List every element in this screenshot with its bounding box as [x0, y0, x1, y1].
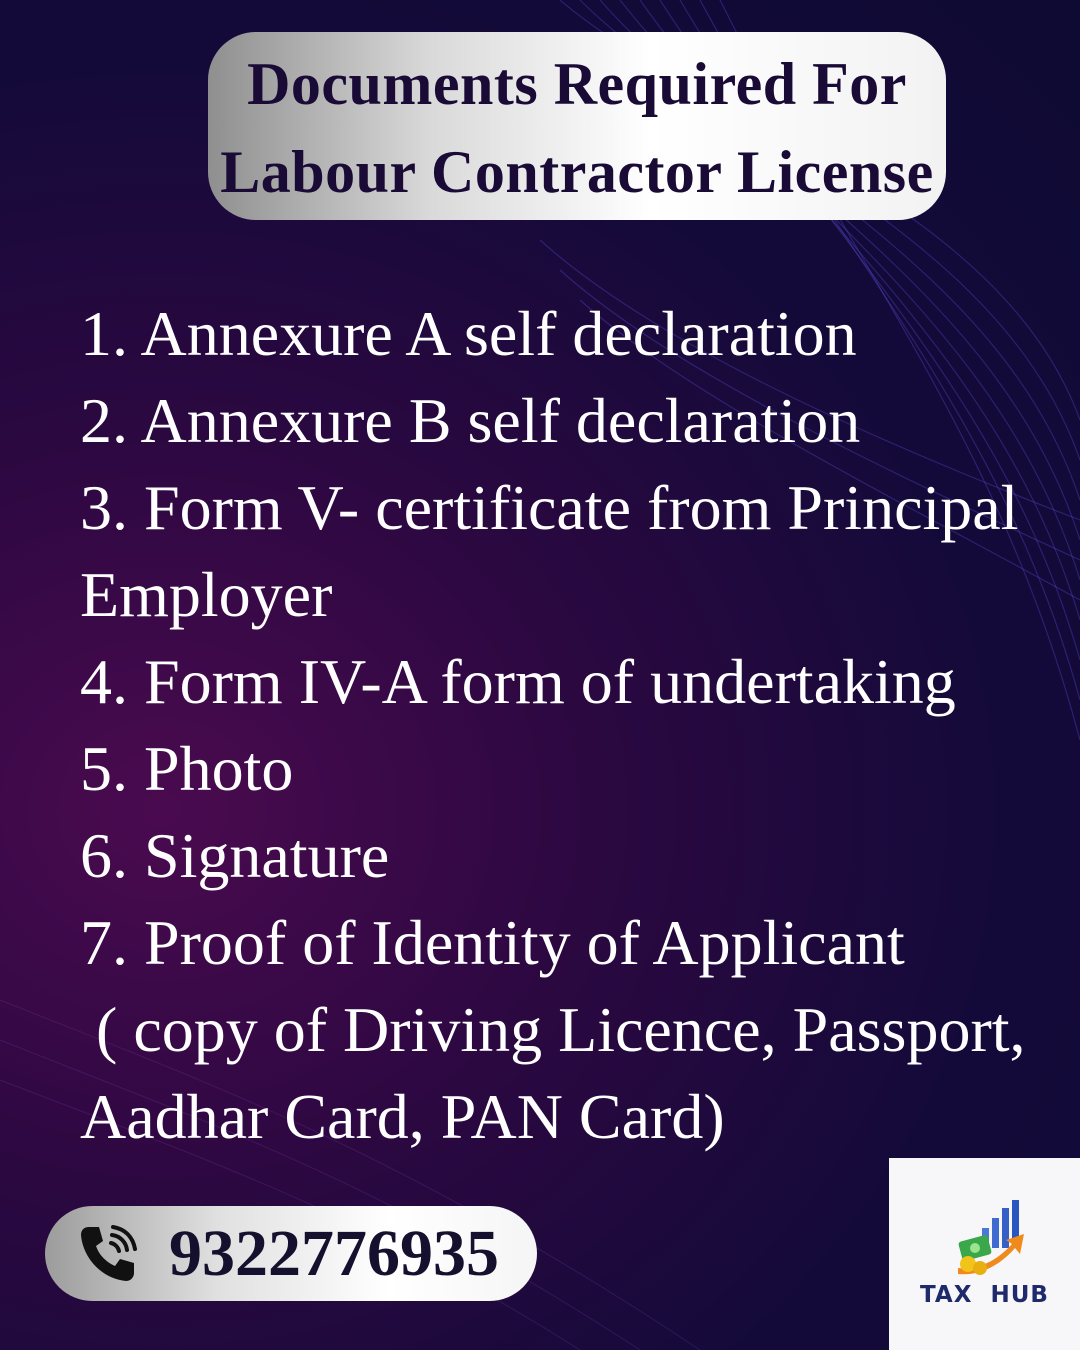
list-item-text: 3. Form V- certificate from Principal — [80, 472, 1019, 543]
list-item-text: Aadhar Card, PAN Card) — [80, 1081, 725, 1152]
tax-hub-logo — [889, 1158, 1080, 1350]
logo-text: TAX HUB — [920, 1282, 1049, 1308]
documents-list — [80, 290, 1070, 1160]
list-item — [80, 812, 1070, 899]
list-item — [80, 377, 1070, 464]
list-item-text: ( copy of Driving Licence, Passport, — [80, 994, 1026, 1065]
list-item-text: 1. Annexure A self declaration — [80, 298, 857, 369]
phone-number: 9322776935 — [169, 1217, 499, 1290]
list-item-text: 6. Signature — [80, 820, 390, 891]
list-item — [80, 464, 1070, 638]
title-line-1: Documents Required For — [247, 51, 907, 117]
list-item-text: 5. Photo — [80, 733, 294, 804]
list-item-text: 7. Proof of Identity of Applicant — [80, 907, 905, 978]
list-item-text: 4. Form IV-A form of undertaking — [80, 646, 956, 717]
list-item-text: Employer — [80, 559, 333, 630]
list-item — [80, 725, 1070, 812]
list-item-text: 2. Annexure B self declaration — [80, 385, 861, 456]
list-item — [80, 899, 1070, 1160]
title-line-2: Labour Contractor License — [220, 139, 934, 205]
list-item — [80, 290, 1070, 377]
title-banner — [208, 32, 946, 220]
phone-ringing-icon — [75, 1221, 141, 1287]
phone-contact-button[interactable] — [45, 1206, 537, 1301]
growth-chart-money-icon — [954, 1198, 1034, 1280]
list-item — [80, 638, 1070, 725]
